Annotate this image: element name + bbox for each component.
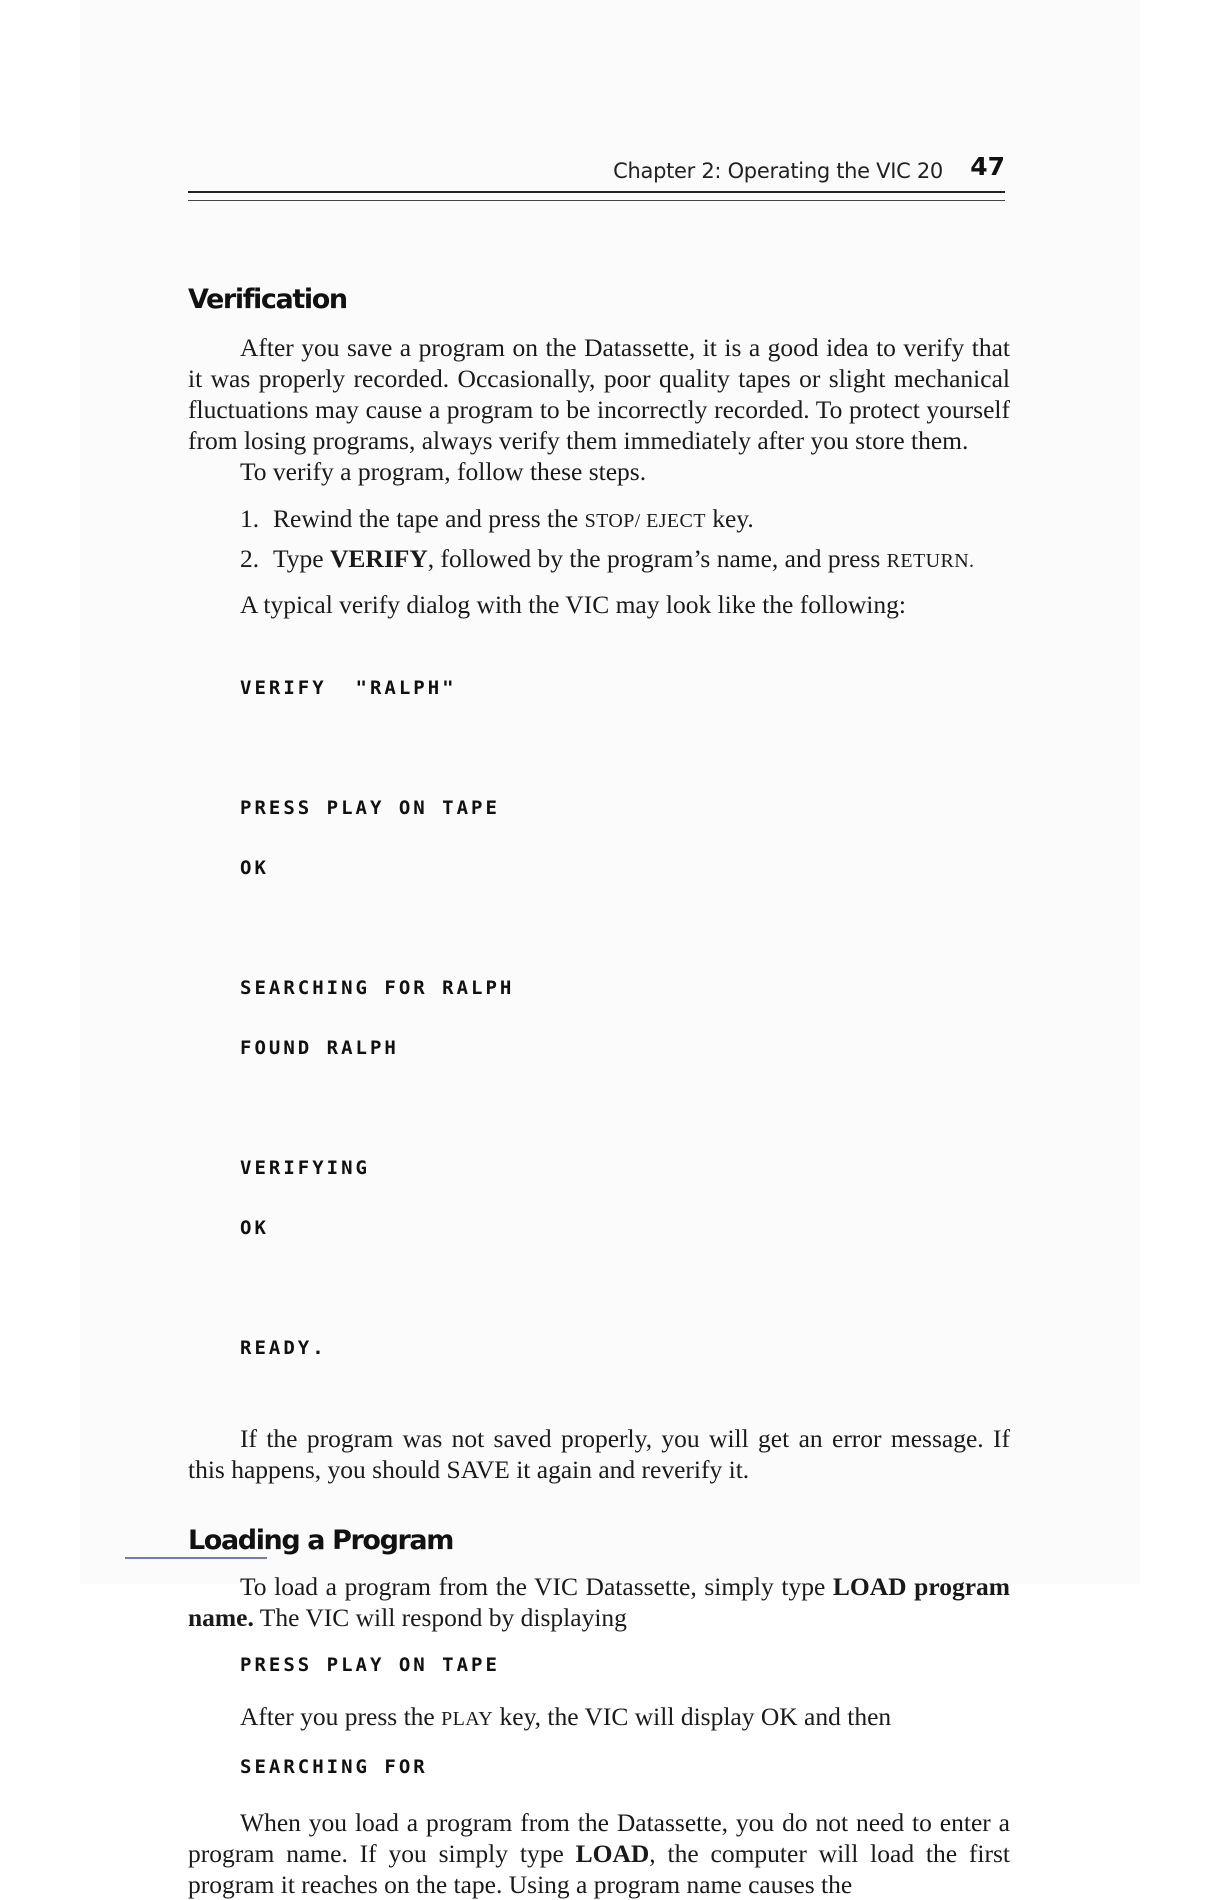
command-name: LOAD [575,1839,650,1868]
section-heading-loading: Loading a Program [188,1525,453,1556]
command-name: VERIFY [330,544,428,573]
dialog-line: VERIFYING [240,1157,370,1179]
command-name: LOAD program name. [188,1572,1011,1632]
loading-paragraph-3: When you load a program from the Datassette, you do not need to enter a program name. If you simply type LOAD, the computer will load the first program it reaches on the tape. Using a program name causes the [188,1808,1010,1899]
section-heading-verification: Verification [188,284,347,315]
bottom-edge-mark [125,1557,267,1559]
verify-dialog [240,638,1010,1398]
header-rule-bottom [188,200,1005,201]
searching-code: SEARCHING FOR [240,1756,428,1778]
verify-steps-list [188,503,1010,577]
load-prompt-code: PRESS PLAY ON TAPE [240,1654,500,1676]
key-name: STOP/ EJECT [584,510,706,532]
dialog-line: READY. [240,1337,327,1359]
list-item: 2. Type VERIFY, followed by the program’s name, and press RETURN. [240,544,975,573]
verification-paragraph-1: After you save a program on the Datassette, it is a good idea to verify that it was properly recorded. Occasionally, poor quality tapes or slight mechanical fluctuations may cause a program to be incorrectly recorded. To protect yourself from losing programs, always verify them immediately after you store them. [188,333,1010,455]
verification-paragraph-3: If the program was not saved properly, you will get an error message. If this happens, you should SAVE it again and reverify it. [188,1424,1010,1484]
chapter-title: Chapter 2: Operating the VIC 20 [613,159,943,183]
key-name: RETURN. [886,550,975,572]
step-number: 1. [240,504,260,533]
dialog-line: OK [240,857,269,879]
loading-paragraph-1: To load a program from the VIC Datassette, simply type LOAD program name. The VIC will respond by displaying [188,1572,1011,1632]
dialog-line: FOUND RALPH [240,1037,399,1059]
header-rule-top [188,191,1005,193]
loading-paragraph-2: After you press the PLAY key, the VIC will display OK and then [240,1702,892,1731]
page-number: 47 [970,152,1005,181]
step-number: 2. [240,544,260,573]
list-item: 1. Rewind the tape and press the STOP/ EJECT key. [240,504,754,533]
verification-paragraph-2: To verify a program, follow these steps. [240,457,647,486]
dialog-line: PRESS PLAY ON TAPE [240,797,500,819]
dialog-line: OK [240,1217,269,1239]
dialog-line: VERIFY "RALPH" [240,677,457,699]
key-name: PLAY [441,1708,494,1730]
running-header [188,152,1005,186]
page-content [188,282,1010,1900]
dialog-intro: A typical verify dialog with the VIC may look like the following: [240,590,906,619]
dialog-line: SEARCHING FOR RALPH [240,977,515,999]
